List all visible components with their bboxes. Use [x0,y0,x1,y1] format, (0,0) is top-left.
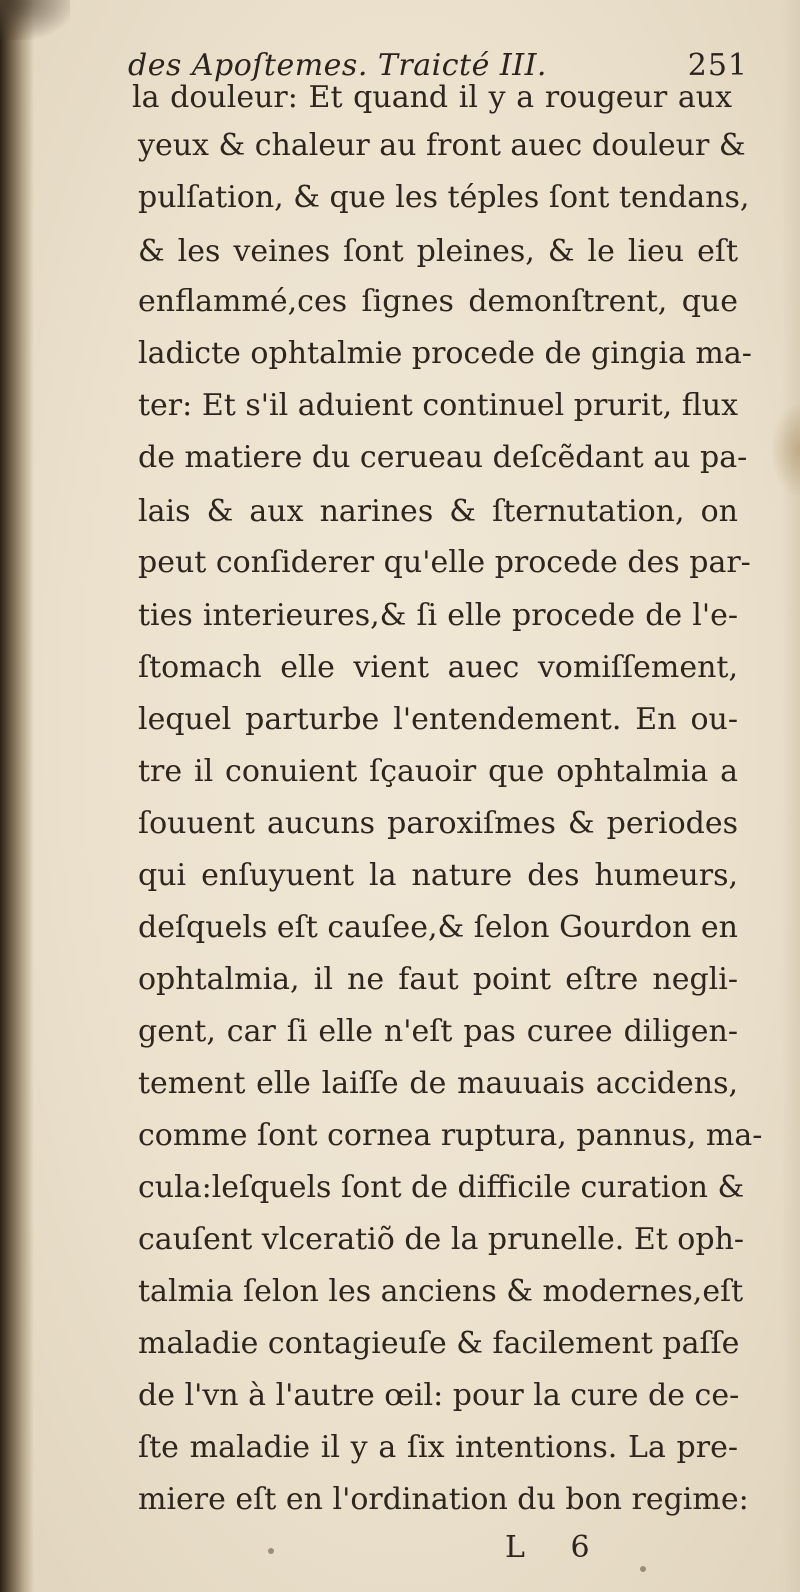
text-line: talmia ſelon les anciens & modernes,eſt [138,1274,744,1309]
text-line: de l'vn à l'autre œil: pour la cure de ce- [138,1378,740,1413]
text-line: yeux & chaleur au front auec douleur & [138,128,746,163]
text-line: pulſation, & que les téples ſont tendans, [138,180,750,215]
running-head: des Apoſtemes. Traicté III. [128,48,547,83]
text-line: ſtomach elle vient auec vomiſſement, [138,650,738,685]
text-line: tement elle laiſſe de mauuais accidens, [138,1066,738,1101]
text-line: cula:leſquels ſont de difficile curation & [138,1170,745,1205]
text-line: qui enſuyuent la nature des humeurs, [138,858,738,893]
text-line: lequel parturbe l'entendement. En ou- [138,702,738,737]
text-line: ſte maladie il y a ſix intentions. La pre- [138,1430,738,1465]
text-line: ſouuent aucuns paroxiſmes & periodes [138,806,738,841]
text-line: lais & aux narines & ſternutation, on [138,494,738,529]
text-line: cauſent vlceratiõ de la prunelle. Et oph- [138,1222,745,1257]
signature-mark: L 6 [505,1530,608,1565]
text-line: la douleur: Et quand il y a rougeur aux [132,80,732,115]
text-line: maladie contagieuſe & facilement paſſe [138,1326,740,1361]
text-line: ter: Et s'il aduient continuel prurit, flux [138,388,738,423]
text-line: ties interieures,& ſi elle procede de l'e- [138,598,738,633]
text-line: tre il conuient ſçauoir que ophtalmia a [138,754,738,789]
text-line: miere eſt en l'ordination du bon regime: [138,1482,749,1517]
text-line: ladicte ophtalmie procede de gingia ma- [138,336,752,371]
text-line: deſquels eſt cauſee,& ſelon Gourdon en [138,910,738,945]
page-number: 251 [687,48,748,83]
ink-speck [268,1548,274,1554]
text-line: comme ſont cornea ruptura, pannus, ma- [138,1118,763,1153]
text-line: & les veines ſont pleines, & le lieu eſt [138,234,738,269]
text-line: gent, car ſi elle n'eſt pas curee diligen- [138,1014,738,1049]
text-line: enflammé,ces ſignes demonſtrent, que [138,284,738,319]
text-line: peut conſiderer qu'elle procede des par- [138,545,751,580]
text-line: de matiere du cerueau deſcẽdant au pa- [138,440,748,475]
text-line: ophtalmia, il ne faut point eſtre negli- [138,962,738,997]
ink-speck [640,1566,646,1572]
